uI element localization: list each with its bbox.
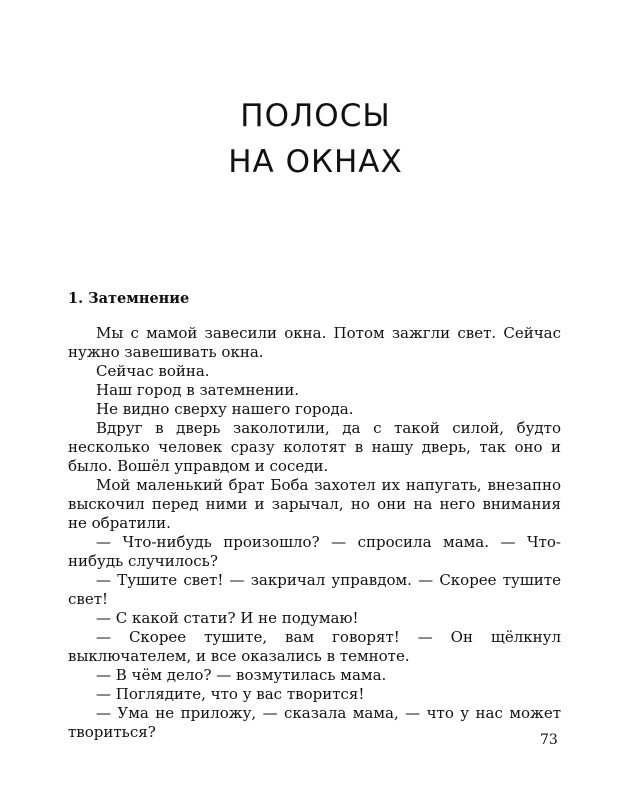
- paragraph: — С какой стати? И не подумаю!: [96, 609, 359, 627]
- paragraph: Сейчас война.: [96, 362, 210, 380]
- paragraph: — Поглядите, что у вас творится!: [96, 685, 365, 703]
- chapter-title: [0, 93, 631, 185]
- paragraph: — Что-нибудь произошло? — спросила мама. — Что-нибудь случилось?: [68, 533, 561, 570]
- section-heading: 1. Затемнение: [68, 290, 190, 307]
- paragraph: — В чём дело? — возмутилась мама.: [96, 666, 387, 684]
- chapter-title-line-2: НА ОКНАХ: [228, 144, 403, 180]
- paragraph: — Скорее тушите, вам говорят! — Он щёлкнул выключателем, и все оказались в темноте.: [68, 628, 561, 665]
- paragraph: — Ума не приложу, — сказала мама, — что у нас может твориться?: [68, 704, 561, 741]
- body-text: [68, 324, 561, 742]
- page-number: 73: [540, 732, 558, 748]
- paragraph: — Тушите свет! — закричал управдом. — Скорее тушите свет!: [68, 571, 561, 608]
- chapter-title-line-1: ПОЛОСЫ: [240, 98, 391, 134]
- paragraph: Мой маленький брат Боба захотел их напугать, внезапно выскочил перед ними и зарычал, но они на него внимания не обратили.: [68, 476, 561, 532]
- paragraph: Мы с мамой завесили окна. Потом зажгли свет. Сейчас нужно завешивать окна.: [68, 324, 561, 361]
- paragraph: Наш город в затемнении.: [96, 381, 300, 399]
- paragraph: Не видно сверху нашего города.: [96, 400, 354, 418]
- paragraph: Вдруг в дверь заколотили, да с такой силой, будто несколько человек сразу колотят в нашу дверь, так оно и было. Вошёл управдом и соседи.: [68, 419, 561, 475]
